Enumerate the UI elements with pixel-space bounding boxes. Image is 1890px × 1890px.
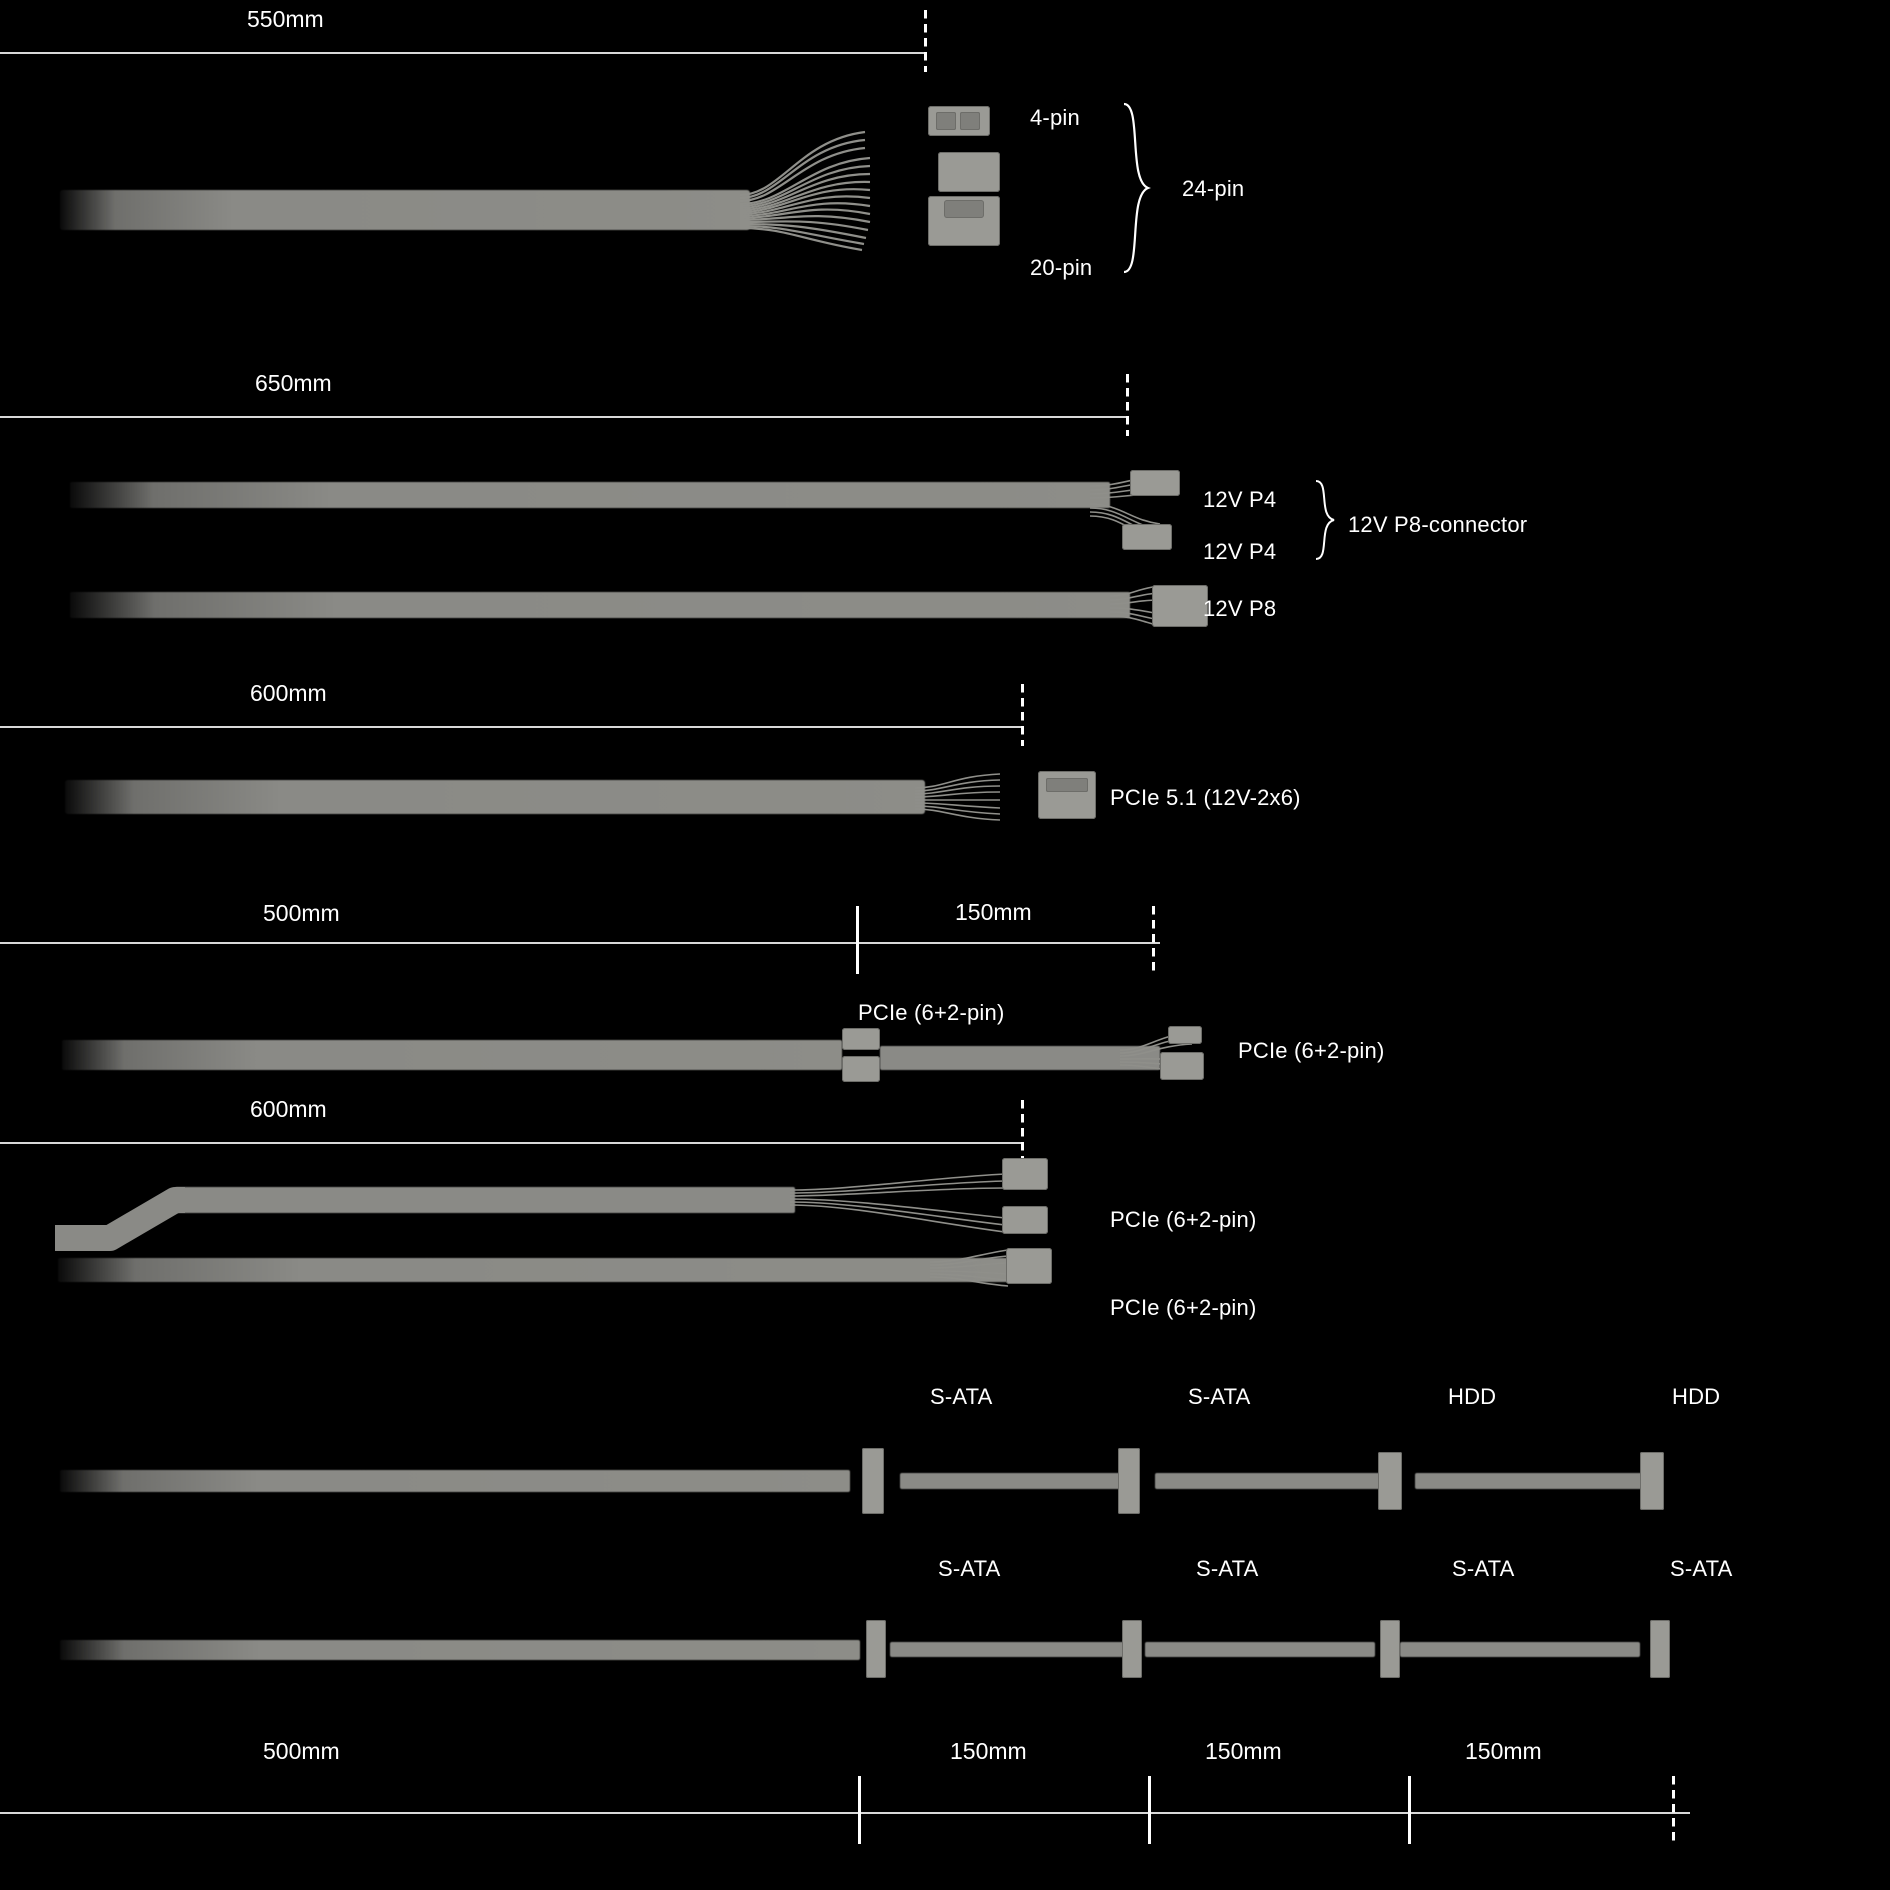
cable-sata-seg3 — [1145, 1642, 1375, 1657]
connector-pcie-5-1-keys — [1046, 778, 1088, 792]
connector-20-pin-upper — [938, 152, 1000, 192]
dimension-label-bottom-150mm-1: 150mm — [950, 1738, 1027, 1764]
cable-pcie-dual-upper-body — [175, 1187, 795, 1213]
dimension-label-bottom-150mm-3: 150mm — [1465, 1738, 1542, 1764]
dimension-tick-500mm-pcie — [856, 906, 859, 974]
dimension-tick-bottom-3 — [1408, 1776, 1411, 1844]
connector-label-20-pin: 20-pin — [1030, 255, 1093, 280]
connector-label-24-pin: 24-pin — [1182, 176, 1245, 201]
dimension-tick-bottom-4 — [1672, 1776, 1675, 1844]
connector-label-pcie-5-1: PCIe 5.1 (12V-2x6) — [1110, 785, 1301, 810]
connector-12v-p8 — [1152, 585, 1208, 627]
connector-sata-1 — [862, 1448, 884, 1514]
connector-label-12v-p4-first: 12V P4 — [1203, 487, 1277, 512]
dimension-tick-550mm — [924, 10, 927, 72]
cable-pcie-daisy-ext — [880, 1046, 1160, 1070]
dimension-tick-650mm — [1126, 374, 1129, 436]
dimension-label-bottom-150mm-2: 150mm — [1205, 1738, 1282, 1764]
dimension-label-bottom-500mm: 500mm — [263, 1738, 340, 1764]
connector-pcie-daisy-end-upper — [1168, 1026, 1202, 1044]
cable-sata-seg2 — [890, 1642, 1130, 1657]
connector-label-pcie-dual-upper: PCIe (6+2-pin) — [1110, 1207, 1257, 1232]
connector-hdd-1 — [1378, 1452, 1402, 1510]
cable-pcie51-body — [65, 780, 925, 814]
connector-label-12v-p4-second: 12V P4 — [1203, 539, 1277, 564]
connector-label-sata-a: S-ATA — [938, 1556, 1001, 1581]
connector-20-pin-keys — [944, 200, 984, 218]
connector-label-pcie-dual-lower: PCIe (6+2-pin) — [1110, 1295, 1257, 1320]
cable-pcie51-fan — [915, 768, 1035, 838]
connector-pcie-daisy-mid-lower — [842, 1056, 880, 1082]
connector-label-sata-hdd-1: S-ATA — [930, 1384, 993, 1409]
connector-4-pin-keys2 — [960, 112, 980, 130]
connector-label-12v-p8: 12V P8 — [1203, 596, 1277, 621]
dimension-rule-500-150 — [0, 942, 1160, 944]
connector-pcie-dual-lower — [1006, 1248, 1052, 1284]
dimension-label-600mm-dual: 600mm — [250, 1096, 327, 1122]
dimension-rule-600mm-dual — [0, 1142, 1022, 1144]
dimension-tick-bottom-1 — [858, 1776, 861, 1844]
cable-sata-hdd-seg2 — [900, 1473, 1130, 1489]
cable-sata-hdd-body — [60, 1470, 850, 1492]
connector-label-pcie-daisy-end: PCIe (6+2-pin) — [1238, 1038, 1385, 1063]
cable-sata-hdd-seg4 — [1415, 1473, 1645, 1489]
connector-label-sata-c: S-ATA — [1452, 1556, 1515, 1581]
connector-sata-b — [1122, 1620, 1142, 1678]
dimension-rule-bottom — [0, 1812, 1690, 1814]
connector-hdd-2 — [1640, 1452, 1664, 1510]
connector-pcie-dual-upper-extra — [1002, 1206, 1048, 1234]
connector-label-12v-p8-connector: 12V P8-connector — [1348, 512, 1528, 537]
connector-sata-2 — [1118, 1448, 1140, 1514]
connector-pcie-daisy-end-lower — [1160, 1052, 1204, 1080]
dimension-tick-600mm-pcie51 — [1021, 684, 1024, 746]
dimension-label-150mm-pcie: 150mm — [955, 899, 1032, 925]
dimension-label-500mm-pcie: 500mm — [263, 900, 340, 926]
cable-pcie-daisy-body — [62, 1040, 842, 1070]
cable-eps-p8-body — [70, 592, 1130, 618]
connector-sata-d — [1650, 1620, 1670, 1678]
dimension-label-550mm: 550mm — [247, 6, 324, 32]
dimension-rule-650mm — [0, 416, 1127, 418]
connector-4-pin-keys — [936, 112, 956, 130]
connector-pcie-daisy-mid-upper — [842, 1028, 880, 1050]
cable-pcie-dual-lower-body — [58, 1258, 1028, 1282]
cable-eps-p4-body — [70, 482, 1110, 508]
brace-12v-p8-connector — [1312, 478, 1352, 564]
connector-12v-p4-second — [1122, 524, 1172, 550]
cable-sata-hdd-seg3 — [1155, 1473, 1385, 1489]
cable-atx-body — [60, 190, 750, 230]
connector-label-4-pin: 4-pin — [1030, 105, 1080, 130]
connector-sata-c — [1380, 1620, 1400, 1678]
connector-label-sata-d: S-ATA — [1670, 1556, 1733, 1581]
connector-label-sata-b: S-ATA — [1196, 1556, 1259, 1581]
connector-pcie-dual-upper — [1002, 1158, 1048, 1190]
cable-sata-seg4 — [1400, 1642, 1640, 1657]
dimension-label-600mm-pcie51: 600mm — [250, 680, 327, 706]
connector-12v-p4-first — [1130, 470, 1180, 496]
connector-sata-a — [866, 1620, 886, 1678]
connector-label-sata-hdd-2: S-ATA — [1188, 1384, 1251, 1409]
dimension-tick-bottom-2 — [1148, 1776, 1151, 1844]
connector-label-sata-hdd-3: HDD — [1448, 1384, 1497, 1409]
brace-24-pin — [1120, 100, 1170, 280]
cable-pcie-dual-upper-bend — [55, 1192, 185, 1252]
dimension-tick-150mm-pcie — [1152, 906, 1155, 974]
cable-sata-body — [60, 1640, 860, 1660]
dimension-label-650mm: 650mm — [255, 370, 332, 396]
connector-label-pcie-daisy-mid: PCIe (6+2-pin) — [858, 1000, 1005, 1025]
dimension-rule-600mm-pcie51 — [0, 726, 1022, 728]
dimension-rule-550mm — [0, 52, 925, 54]
connector-label-sata-hdd-4: HDD — [1672, 1384, 1721, 1409]
